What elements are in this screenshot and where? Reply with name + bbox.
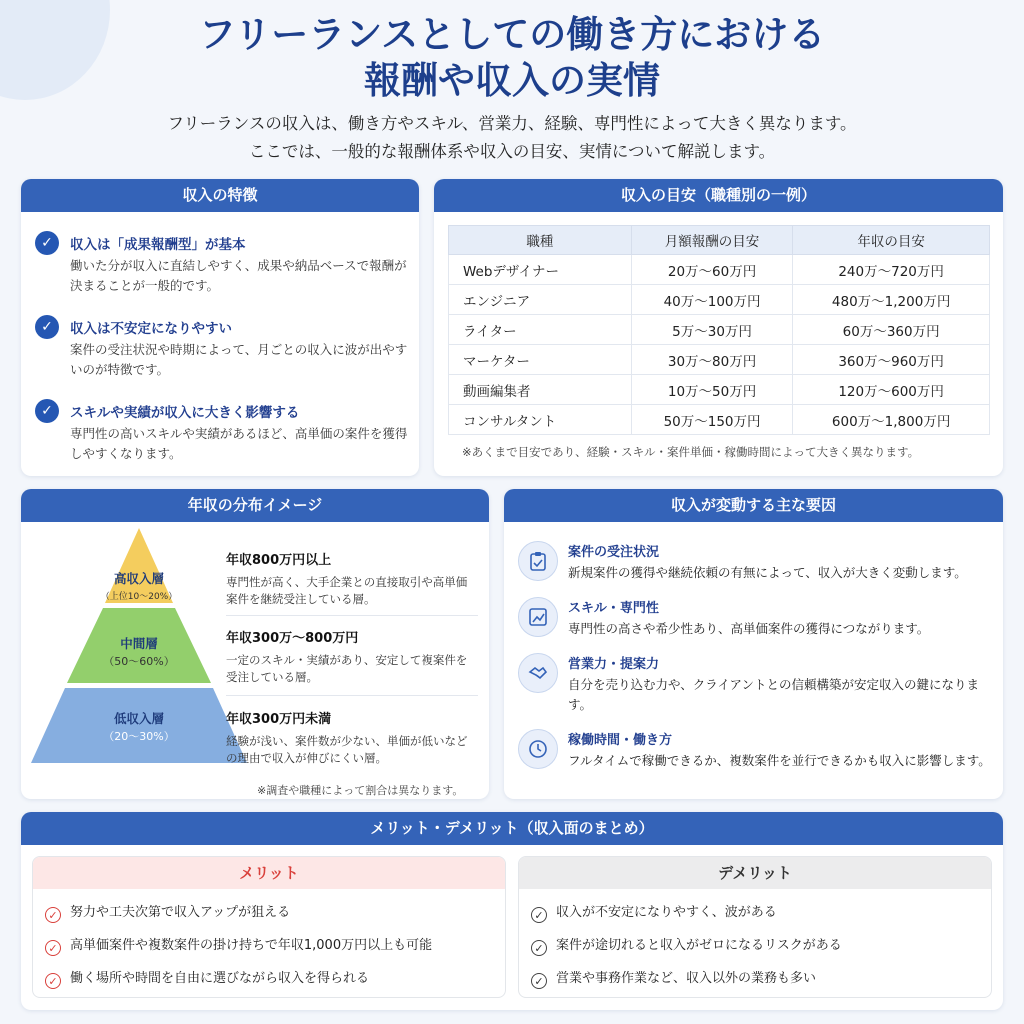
factor-desc: フルタイムで稼働できるか、複数案件を並行できるかも収入に影響します。 [568,753,991,768]
table-row [449,255,990,285]
distribution-heading: 年収の分布イメージ [21,489,489,522]
merit-title: メリット [33,857,505,889]
check-circle-icon: ✓ [35,231,59,255]
check-icon: ✓ [45,907,61,923]
merit-demerit-card [21,812,1003,1010]
tier-share-middle: （50〜60%） [103,655,175,668]
merit-item [45,967,369,989]
subtitle-line1: フリーランスの収入は、働き方やスキル、営業力、経験、専門性によって大きく異なります。 [167,114,857,133]
tier-desc: 専門性が高く、大手企業との直接取引や高単価案件を継続受注している層。 [226,575,468,606]
monthly-cell: 20万〜60万円 [631,255,792,285]
page-title-line1: フリーランスとしての働き方における [198,13,826,56]
distribution-note: ※調査や職種によって割合は異なります。 [257,784,464,797]
tier-share-high: （上位10〜20%） [100,592,178,602]
table-row [449,405,990,435]
demerit-title: デメリット [519,857,991,889]
table-row [449,285,990,315]
table-header-row [449,226,990,255]
table-row [449,315,990,345]
factor-desc: 専門性の高さや希少性あり、高単価案件の獲得につながります。 [568,621,930,636]
column-header: 月額報酬の目安 [631,226,792,255]
column-header: 職種 [449,226,632,255]
factors-heading: 収入が変動する主な要因 [504,489,1003,522]
annual-cell: 480万〜1,200万円 [793,285,990,315]
check-icon: ✓ [45,940,61,956]
job-cell: マーケター [449,345,632,375]
check-circle-icon: ✓ [35,399,59,423]
annual-cell: 600万〜1,800万円 [793,405,990,435]
income-distribution-card [21,489,489,799]
factor-desc: 新規案件の獲得や継続依頼の有無によって、収入が大きく変動します。 [568,565,967,580]
feature-title: 収入は不安定になりやすい [70,321,232,337]
tier-divider [226,615,478,616]
clipboard-icon [518,541,558,581]
monthly-cell: 5万〜30万円 [631,315,792,345]
feature-desc: 働いた分が収入に直結しやすく、成果や納品ベースで報酬が決まることが一般的です。 [70,258,407,293]
demerit-item [531,967,816,989]
demerit-item [531,934,842,956]
tier-detail-low [226,708,478,767]
check-icon: ✓ [531,973,547,989]
annual-cell: 240万〜720万円 [793,255,990,285]
monthly-cell: 50万〜150万円 [631,405,792,435]
feature-title: スキルや実績が収入に大きく影響する [70,405,300,421]
tier-range: 年収800万円以上 [226,553,332,568]
job-cell: コンサルタント [449,405,632,435]
demerit-text: 案件が途切れると収入がゼロになるリスクがある [556,938,842,953]
monthly-cell: 10万〜50万円 [631,375,792,405]
monthly-cell: 40万〜100万円 [631,285,792,315]
tier-detail-middle [226,627,478,686]
tier-name-low: 低収入層 [113,711,164,726]
tier-desc: 一定のスキル・実績があり、安定して複案件を受注している層。 [226,653,468,684]
annual-cell: 120万〜600万円 [793,375,990,405]
demerit-text: 営業や事務作業など、収入以外の業務も多い [556,971,817,986]
merit-item [45,901,290,923]
merit-column [32,856,506,998]
check-circle-icon: ✓ [35,315,59,339]
annual-cell: 360万〜960万円 [793,345,990,375]
job-cell: ライター [449,315,632,345]
clock-icon [518,729,558,769]
job-cell: 動画編集者 [449,375,632,405]
tier-desc: 経験が浅い、案件数が少ない、単価が低いなどの理由で収入が伸びにくい層。 [226,734,468,765]
factor-title: スキル・専門性 [568,601,659,616]
check-icon: ✓ [45,973,61,989]
tier-range: 年収300万〜800万円 [226,631,359,646]
factor-desc: 自分を売り込む力や、クライアントとの信頼構築が安定収入の鍵になります。 [568,677,980,712]
handshake-icon [518,653,558,693]
factor-title: 営業力・提案力 [568,657,660,672]
demerit-column [518,856,992,998]
job-cell: Webデザイナー [449,255,632,285]
skill-chart-icon [518,597,558,637]
merit-text: 努力や工夫次第で収入アップが狙える [70,905,291,920]
monthly-cell: 30万〜80万円 [631,345,792,375]
income-table-note: ※あくまで目安であり、経験・スキル・案件単価・稼働時間によって大きく異なります。 [462,445,920,459]
check-icon: ✓ [531,940,547,956]
page-title-line2: 報酬や収入の実情 [364,59,660,102]
merit-text: 働く場所や時間を自由に選びながら収入を得られる [70,971,370,986]
feature-desc: 専門性の高いスキルや実績があるほど、高単価の案件を獲得しやすくなります。 [70,426,408,461]
income-features-card [21,179,419,476]
table-row [449,375,990,405]
feature-desc: 案件の受注状況や時期によって、月ごとの収入に波が出やすいのが特徴です。 [70,342,408,377]
merit-item [45,934,432,956]
tier-name-high: 高収入層 [113,571,164,586]
check-icon: ✓ [531,907,547,923]
job-cell: エンジニア [449,285,632,315]
tier-divider [226,695,478,696]
feature-title: 収入は「成果報酬型」が基本 [70,237,246,253]
merit-demerit-heading: メリット・デメリット（収入面のまとめ） [21,812,1003,845]
income-factors-card [504,489,1003,799]
tier-share-low: （20〜30%） [103,730,175,743]
features-heading: 収入の特徴 [21,179,419,212]
tier-detail-high [226,549,478,608]
demerit-item [531,901,777,923]
income-guide-card [434,179,1003,476]
column-header: 年収の目安 [793,226,990,255]
annual-cell: 60万〜360万円 [793,315,990,345]
tier-range: 年収300万円未満 [226,712,332,727]
tier-name-middle: 中間層 [120,636,158,651]
demerit-text: 収入が不安定になりやすく、波がある [556,905,777,920]
factor-title: 稼働時間・働き方 [568,733,673,748]
income-table-heading: 収入の目安（職種別の一例） [434,179,1003,212]
income-table [448,225,990,435]
factor-title: 案件の受注状況 [568,545,660,560]
table-row [449,345,990,375]
merit-text: 高単価案件や複数案件の掛け持ちで年収1,000万円以上も可能 [70,938,433,953]
subtitle-line2: ここでは、一般的な報酬体系や収入の目安、実情について解説します。 [248,142,776,161]
